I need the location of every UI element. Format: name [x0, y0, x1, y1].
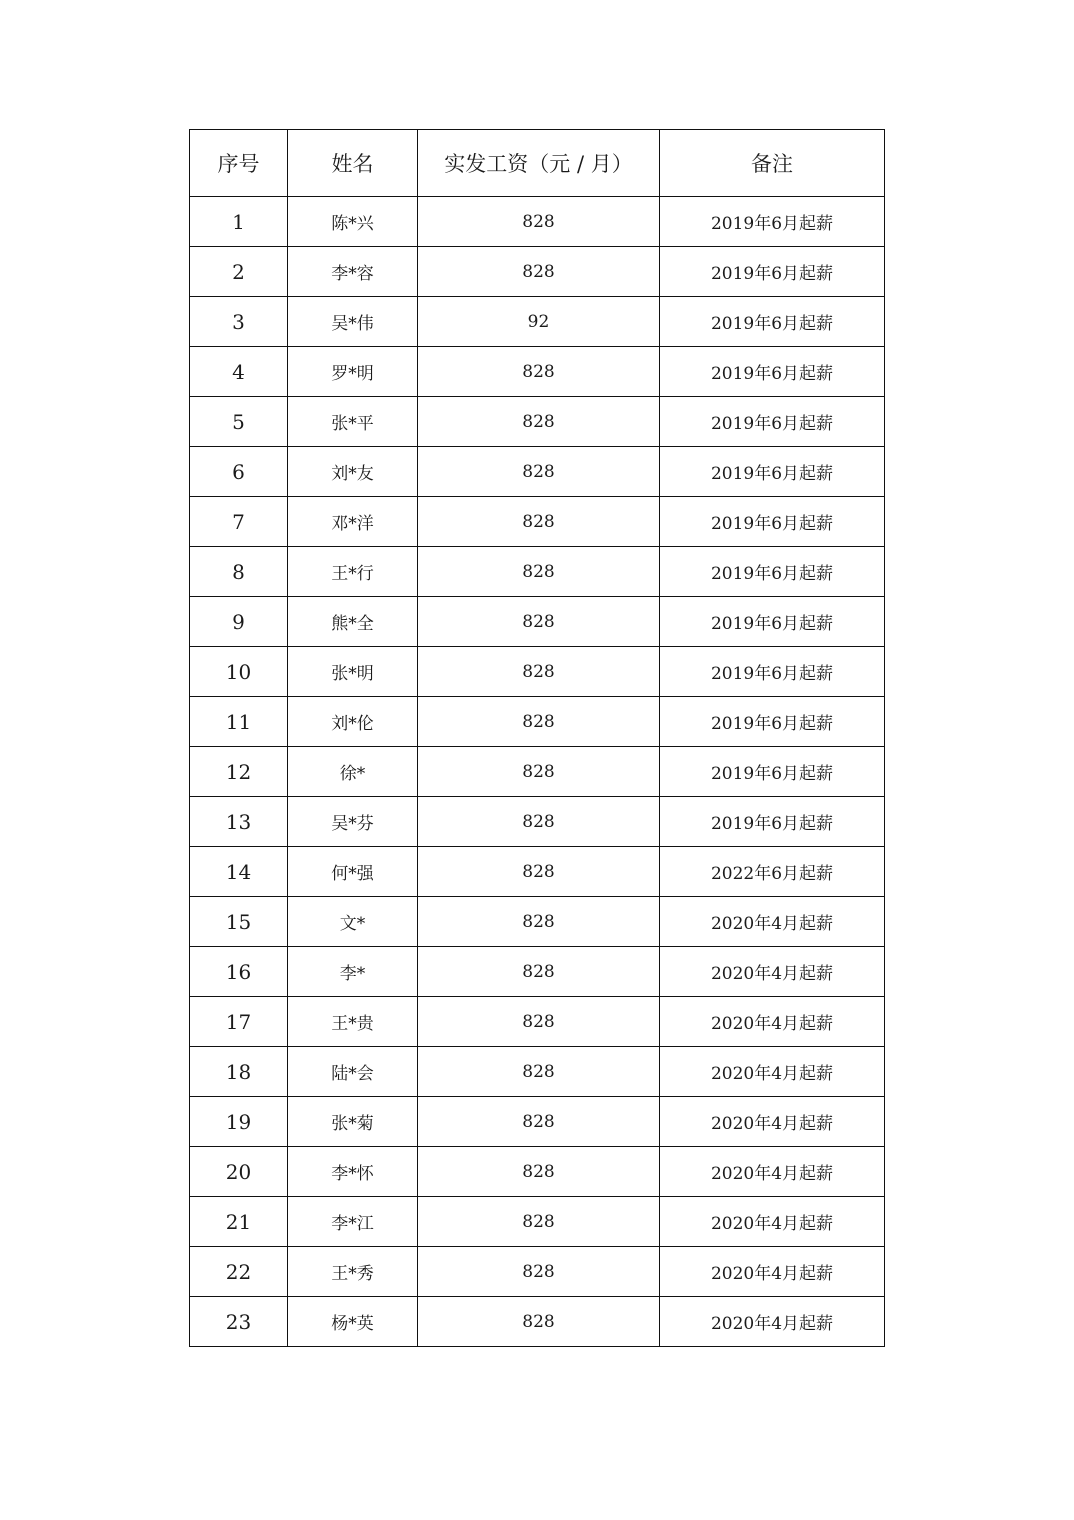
cell-remarks: 2019年6月起薪: [660, 647, 885, 697]
table-body: [190, 197, 885, 1347]
cell-serial-number: 18: [190, 1047, 288, 1097]
table-row: [190, 297, 885, 347]
table-row: [190, 1197, 885, 1247]
cell-name: 罗*明: [288, 347, 418, 397]
cell-net-salary: 828: [418, 497, 660, 547]
cell-net-salary: 828: [418, 547, 660, 597]
cell-serial-number: 10: [190, 647, 288, 697]
cell-serial-number: 8: [190, 547, 288, 597]
cell-net-salary: 828: [418, 1047, 660, 1097]
cell-net-salary: 828: [418, 897, 660, 947]
cell-name: 徐*: [288, 747, 418, 797]
cell-remarks: 2019年6月起薪: [660, 447, 885, 497]
cell-name: 张*平: [288, 397, 418, 447]
cell-serial-number: 19: [190, 1097, 288, 1147]
cell-remarks: 2020年4月起薪: [660, 997, 885, 1047]
cell-serial-number: 13: [190, 797, 288, 847]
cell-serial-number: 15: [190, 897, 288, 947]
cell-net-salary: 828: [418, 1197, 660, 1247]
cell-name: 文*: [288, 897, 418, 947]
cell-remarks: 2019年6月起薪: [660, 247, 885, 297]
cell-net-salary: 828: [418, 1147, 660, 1197]
cell-name: 张*明: [288, 647, 418, 697]
cell-name: 何*强: [288, 847, 418, 897]
cell-net-salary: 828: [418, 1297, 660, 1347]
cell-serial-number: 1: [190, 197, 288, 247]
cell-remarks: 2019年6月起薪: [660, 697, 885, 747]
cell-serial-number: 20: [190, 1147, 288, 1197]
cell-serial-number: 22: [190, 1247, 288, 1297]
cell-name: 刘*伦: [288, 697, 418, 747]
cell-net-salary: 828: [418, 397, 660, 447]
cell-serial-number: 2: [190, 247, 288, 297]
header-name: 姓名: [288, 130, 418, 197]
cell-serial-number: 3: [190, 297, 288, 347]
cell-remarks: 2019年6月起薪: [660, 297, 885, 347]
cell-remarks: 2020年4月起薪: [660, 1197, 885, 1247]
cell-net-salary: 828: [418, 197, 660, 247]
cell-remarks: 2020年4月起薪: [660, 1097, 885, 1147]
table-row: [190, 697, 885, 747]
table-row: [190, 247, 885, 297]
cell-serial-number: 17: [190, 997, 288, 1047]
cell-net-salary: 828: [418, 847, 660, 897]
cell-serial-number: 9: [190, 597, 288, 647]
table-row: [190, 747, 885, 797]
cell-serial-number: 21: [190, 1197, 288, 1247]
header-row: [190, 130, 885, 197]
cell-net-salary: 828: [418, 997, 660, 1047]
cell-net-salary: 828: [418, 647, 660, 697]
cell-serial-number: 23: [190, 1297, 288, 1347]
cell-remarks: 2019年6月起薪: [660, 597, 885, 647]
table-row: [190, 647, 885, 697]
header-net-salary: 实发工资（元 / 月）: [418, 130, 660, 197]
table-row: [190, 1097, 885, 1147]
cell-serial-number: 6: [190, 447, 288, 497]
cell-serial-number: 11: [190, 697, 288, 747]
cell-net-salary: 828: [418, 697, 660, 747]
cell-serial-number: 7: [190, 497, 288, 547]
cell-name: 张*菊: [288, 1097, 418, 1147]
table-row: [190, 1047, 885, 1097]
cell-net-salary: 828: [418, 1097, 660, 1147]
cell-net-salary: 828: [418, 797, 660, 847]
table-row: [190, 797, 885, 847]
cell-net-salary: 92: [418, 297, 660, 347]
cell-name: 邓*洋: [288, 497, 418, 547]
cell-name: 吴*伟: [288, 297, 418, 347]
table-row: [190, 397, 885, 447]
table-row: [190, 847, 885, 897]
table-row: [190, 447, 885, 497]
cell-serial-number: 12: [190, 747, 288, 797]
cell-net-salary: 828: [418, 447, 660, 497]
cell-name: 熊*全: [288, 597, 418, 647]
cell-serial-number: 16: [190, 947, 288, 997]
cell-remarks: 2019年6月起薪: [660, 197, 885, 247]
table-header: [190, 130, 885, 197]
header-remarks: 备注: [660, 130, 885, 197]
table-row: [190, 1147, 885, 1197]
cell-remarks: 2019年6月起薪: [660, 547, 885, 597]
cell-serial-number: 4: [190, 347, 288, 397]
cell-serial-number: 14: [190, 847, 288, 897]
cell-name: 李*怀: [288, 1147, 418, 1197]
cell-remarks: 2020年4月起薪: [660, 1047, 885, 1097]
cell-remarks: 2020年4月起薪: [660, 947, 885, 997]
cell-remarks: 2020年4月起薪: [660, 897, 885, 947]
cell-remarks: 2020年4月起薪: [660, 1147, 885, 1197]
cell-net-salary: 828: [418, 947, 660, 997]
cell-name: 陈*兴: [288, 197, 418, 247]
cell-remarks: 2019年6月起薪: [660, 747, 885, 797]
cell-name: 王*贵: [288, 997, 418, 1047]
cell-name: 李*江: [288, 1197, 418, 1247]
cell-name: 王*秀: [288, 1247, 418, 1297]
cell-remarks: 2019年6月起薪: [660, 497, 885, 547]
table-row: [190, 597, 885, 647]
cell-net-salary: 828: [418, 747, 660, 797]
table-row: [190, 997, 885, 1047]
cell-net-salary: 828: [418, 347, 660, 397]
cell-net-salary: 828: [418, 1247, 660, 1297]
table-row: [190, 1247, 885, 1297]
cell-remarks: 2019年6月起薪: [660, 397, 885, 447]
cell-name: 李*: [288, 947, 418, 997]
cell-name: 李*容: [288, 247, 418, 297]
salary-table: [189, 129, 885, 1347]
cell-name: 杨*英: [288, 1297, 418, 1347]
cell-remarks: 2019年6月起薪: [660, 797, 885, 847]
table-row: [190, 497, 885, 547]
table-row: [190, 547, 885, 597]
cell-remarks: 2020年4月起薪: [660, 1247, 885, 1297]
cell-name: 吴*芬: [288, 797, 418, 847]
table-row: [190, 947, 885, 997]
cell-name: 王*行: [288, 547, 418, 597]
cell-remarks: 2019年6月起薪: [660, 347, 885, 397]
table-row: [190, 197, 885, 247]
cell-remarks: 2022年6月起薪: [660, 847, 885, 897]
cell-serial-number: 5: [190, 397, 288, 447]
cell-name: 陆*会: [288, 1047, 418, 1097]
cell-remarks: 2020年4月起薪: [660, 1297, 885, 1347]
cell-net-salary: 828: [418, 247, 660, 297]
table-row: [190, 347, 885, 397]
table-row: [190, 1297, 885, 1347]
table-row: [190, 897, 885, 947]
cell-name: 刘*友: [288, 447, 418, 497]
header-serial-number: 序号: [190, 130, 288, 197]
cell-net-salary: 828: [418, 597, 660, 647]
